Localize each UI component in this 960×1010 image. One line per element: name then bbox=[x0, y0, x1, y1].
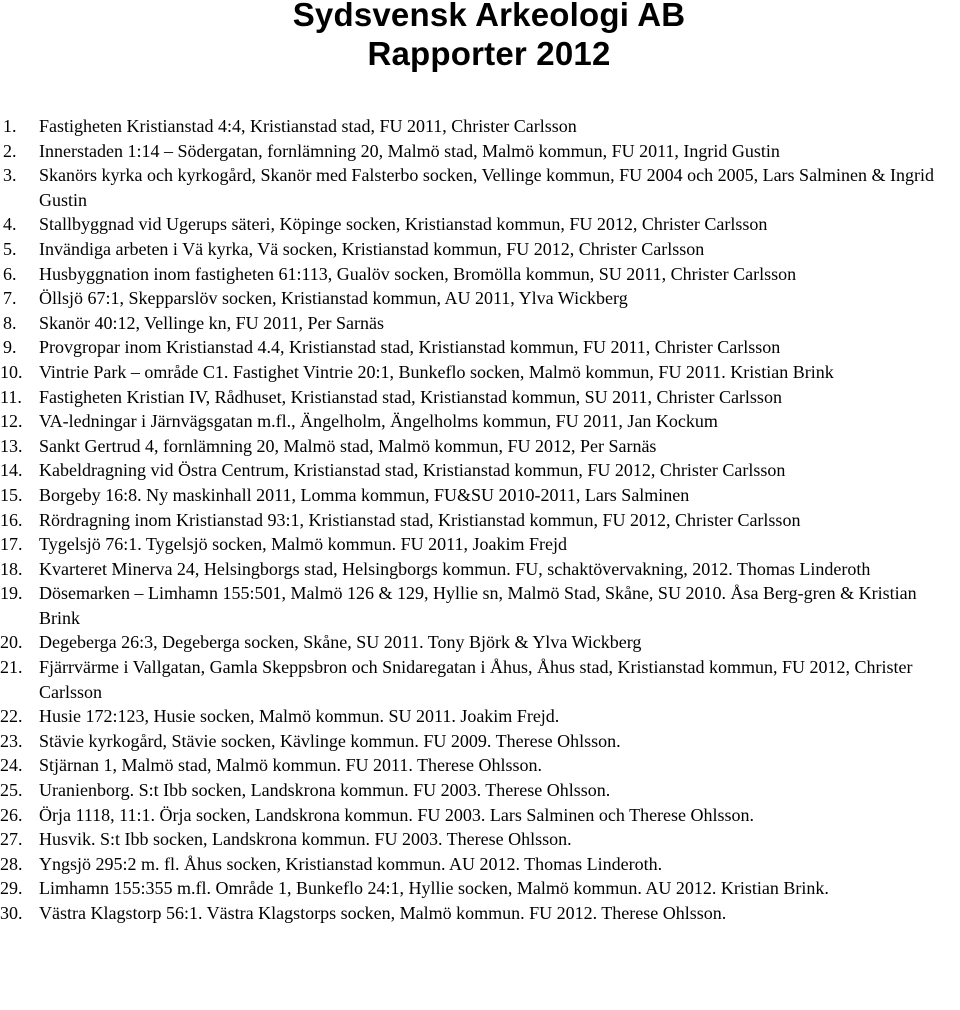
list-item bbox=[0, 212, 960, 237]
item-number: 25. bbox=[0, 780, 23, 801]
item-text: Sankt Gertrud 4, fornlämning 20, Malmö stad, Malmö kommun, FU 2012, Per Sarnäs bbox=[39, 435, 657, 456]
list-item bbox=[0, 532, 960, 557]
item-text: Fastigheten Kristianstad 4:4, Kristianstad stad, FU 2011, Christer Carlsson bbox=[39, 116, 577, 136]
item-text: Stjärnan 1, Malmö stad, Malmö kommun. FU 2011. Therese Ohlsson. bbox=[39, 755, 542, 776]
list-item bbox=[0, 458, 960, 483]
document-subtitle: Rapporter 2012 bbox=[367, 35, 611, 72]
list-item bbox=[0, 557, 960, 582]
list-item bbox=[0, 163, 960, 212]
report-list bbox=[0, 114, 960, 926]
item-number: 3. bbox=[3, 165, 17, 186]
item-text: Tygelsjö 76:1. Tygelsjö socken, Malmö kommun. FU 2011, Joakim Frejd bbox=[39, 534, 567, 555]
item-text: Husie 172:123, Husie socken, Malmö kommun. SU 2011. Joakim Frejd. bbox=[39, 706, 560, 727]
list-item bbox=[0, 360, 960, 385]
list-item bbox=[0, 483, 960, 508]
item-number: 30. bbox=[0, 903, 23, 923]
list-item bbox=[0, 434, 960, 459]
item-number: 28. bbox=[0, 853, 23, 874]
item-number: 18. bbox=[0, 558, 23, 579]
item-number: 22. bbox=[0, 706, 23, 727]
item-text: Skanörs kyrka och kyrkogård, Skanör med Falsterbo socken, Vellinge kommun, FU 2004 och 2005, Lars Salminen & Ingrid Gustin bbox=[39, 165, 935, 210]
item-text: Husbyggnation inom fastigheten 61:113, Gualöv socken, Bromölla kommun, SU 2011, Christer Carlsson bbox=[39, 263, 797, 284]
item-number: 1. bbox=[3, 116, 17, 136]
item-number: 15. bbox=[0, 484, 23, 505]
item-number: 7. bbox=[3, 288, 17, 309]
item-number: 2. bbox=[3, 140, 17, 161]
list-item bbox=[0, 311, 960, 336]
item-number: 14. bbox=[0, 460, 23, 481]
item-text: Yngsjö 295:2 m. fl. Åhus socken, Kristianstad kommun. AU 2012. Thomas Linderoth. bbox=[39, 853, 663, 874]
item-text: Dösemarken – Limhamn 155:501, Malmö 126 & 129, Hyllie sn, Malmö Stad, Skåne, SU 2010. Åsa Berg-gren & Kristian Brink bbox=[39, 583, 917, 628]
item-number: 5. bbox=[3, 238, 17, 259]
item-number: 26. bbox=[0, 804, 23, 825]
list-item bbox=[0, 729, 960, 754]
list-item bbox=[0, 901, 960, 926]
item-text: Degeberga 26:3, Degeberga socken, Skåne, SU 2011. Tony Björk & Ylva Wickberg bbox=[39, 632, 642, 653]
item-number: 17. bbox=[0, 534, 23, 555]
item-text: Fastigheten Kristian IV, Rådhuset, Kristianstad stad, Kristianstad kommun, SU 2011, Christer Carlsson bbox=[39, 386, 782, 407]
item-number: 12. bbox=[0, 411, 23, 432]
item-number: 16. bbox=[0, 509, 23, 530]
item-text: Fjärrvärme i Vallgatan, Gamla Skeppsbron och Snidaregatan i Åhus, Åhus stad, Kristianstad kommun, FU 2012, Christer Carlsson bbox=[39, 657, 913, 702]
item-number: 8. bbox=[3, 312, 17, 333]
item-number: 23. bbox=[0, 730, 23, 751]
item-number: 27. bbox=[0, 829, 23, 850]
item-number: 20. bbox=[0, 632, 23, 653]
item-number: 21. bbox=[0, 657, 23, 678]
item-text: Rördragning inom Kristianstad 93:1, Kristianstad stad, Kristianstad kommun, FU 2012, Christer Carlsson bbox=[39, 509, 801, 530]
list-item bbox=[0, 753, 960, 778]
list-item bbox=[0, 655, 960, 704]
list-item bbox=[0, 876, 960, 901]
item-text: Uranienborg. S:t Ibb socken, Landskrona kommun. FU 2003. Therese Ohlsson. bbox=[39, 780, 611, 801]
list-item bbox=[0, 409, 960, 434]
list-item bbox=[0, 704, 960, 729]
list-item bbox=[0, 114, 960, 139]
document-title: Sydsvensk Arkeologi AB bbox=[292, 0, 686, 33]
list-item bbox=[0, 335, 960, 360]
item-text: Provgropar inom Kristianstad 4.4, Kristianstad stad, Kristianstad kommun, FU 2011, Christer Carlsson bbox=[39, 337, 781, 358]
list-item bbox=[0, 262, 960, 287]
item-text: Stävie kyrkogård, Stävie socken, Kävlinge kommun. FU 2009. Therese Ohlsson. bbox=[39, 730, 621, 751]
item-number: 13. bbox=[0, 435, 23, 456]
item-number: 29. bbox=[0, 878, 23, 899]
item-text: Stallbyggnad vid Ugerups säteri, Köpinge socken, Kristianstad kommun, FU 2012, Christer Carlsson bbox=[39, 214, 768, 235]
item-text: VA-ledningar i Järnvägsgatan m.fl., Ängelholm, Ängelholms kommun, FU 2011, Jan Kockum bbox=[39, 411, 718, 432]
item-text: Innerstaden 1:14 – Södergatan, fornlämning 20, Malmö stad, Malmö kommun, FU 2011, Ingrid Gustin bbox=[39, 140, 780, 161]
item-number: 24. bbox=[0, 755, 23, 776]
item-text: Vintrie Park – område C1. Fastighet Vintrie 20:1, Bunkeflo socken, Malmö kommun, FU 2011. Kristian Brink bbox=[39, 361, 834, 382]
item-text: Limhamn 155:355 m.fl. Område 1, Bunkeflo 24:1, Hyllie socken, Malmö kommun. AU 2012. Kristian Brink. bbox=[39, 878, 829, 899]
list-item bbox=[0, 581, 960, 630]
list-item bbox=[0, 139, 960, 164]
item-text: Örja 1118, 11:1. Örja socken, Landskrona kommun. FU 2003. Lars Salminen och Therese Ohlsson. bbox=[39, 804, 755, 825]
list-item bbox=[0, 385, 960, 410]
list-item bbox=[0, 803, 960, 828]
list-item bbox=[0, 237, 960, 262]
item-text: Invändiga arbeten i Vä kyrka, Vä socken, Kristianstad kommun, FU 2012, Christer Carlsson bbox=[39, 238, 705, 259]
item-number: 19. bbox=[0, 583, 23, 604]
item-text: Västra Klagstorp 56:1. Västra Klagstorps socken, Malmö kommun. FU 2012. Therese Ohlsson. bbox=[39, 903, 727, 923]
list-item bbox=[0, 852, 960, 877]
list-item bbox=[0, 827, 960, 852]
item-text: Öllsjö 67:1, Skepparslöv socken, Kristianstad kommun, AU 2011, Ylva Wickberg bbox=[39, 288, 628, 309]
list-item bbox=[0, 286, 960, 311]
item-text: Skanör 40:12, Vellinge kn, FU 2011, Per Sarnäs bbox=[39, 312, 384, 333]
item-text: Husvik. S:t Ibb socken, Landskrona kommun. FU 2003. Therese Ohlsson. bbox=[39, 829, 572, 850]
item-number: 4. bbox=[3, 214, 17, 235]
item-number: 10. bbox=[0, 361, 23, 382]
item-text: Borgeby 16:8. Ny maskinhall 2011, Lomma kommun, FU&SU 2010-2011, Lars Salminen bbox=[39, 484, 690, 505]
item-number: 11. bbox=[0, 386, 22, 407]
item-text: Kabeldragning vid Östra Centrum, Kristianstad stad, Kristianstad kommun, FU 2012, Christer Carlsson bbox=[39, 460, 786, 481]
list-item bbox=[0, 778, 960, 803]
item-number: 9. bbox=[3, 337, 17, 358]
item-number: 6. bbox=[3, 263, 17, 284]
list-item bbox=[0, 508, 960, 533]
list-item bbox=[0, 630, 960, 655]
item-text: Kvarteret Minerva 24, Helsingborgs stad, Helsingborgs kommun. FU, schaktövervakning, 2012. Thomas Linderoth bbox=[39, 558, 871, 579]
